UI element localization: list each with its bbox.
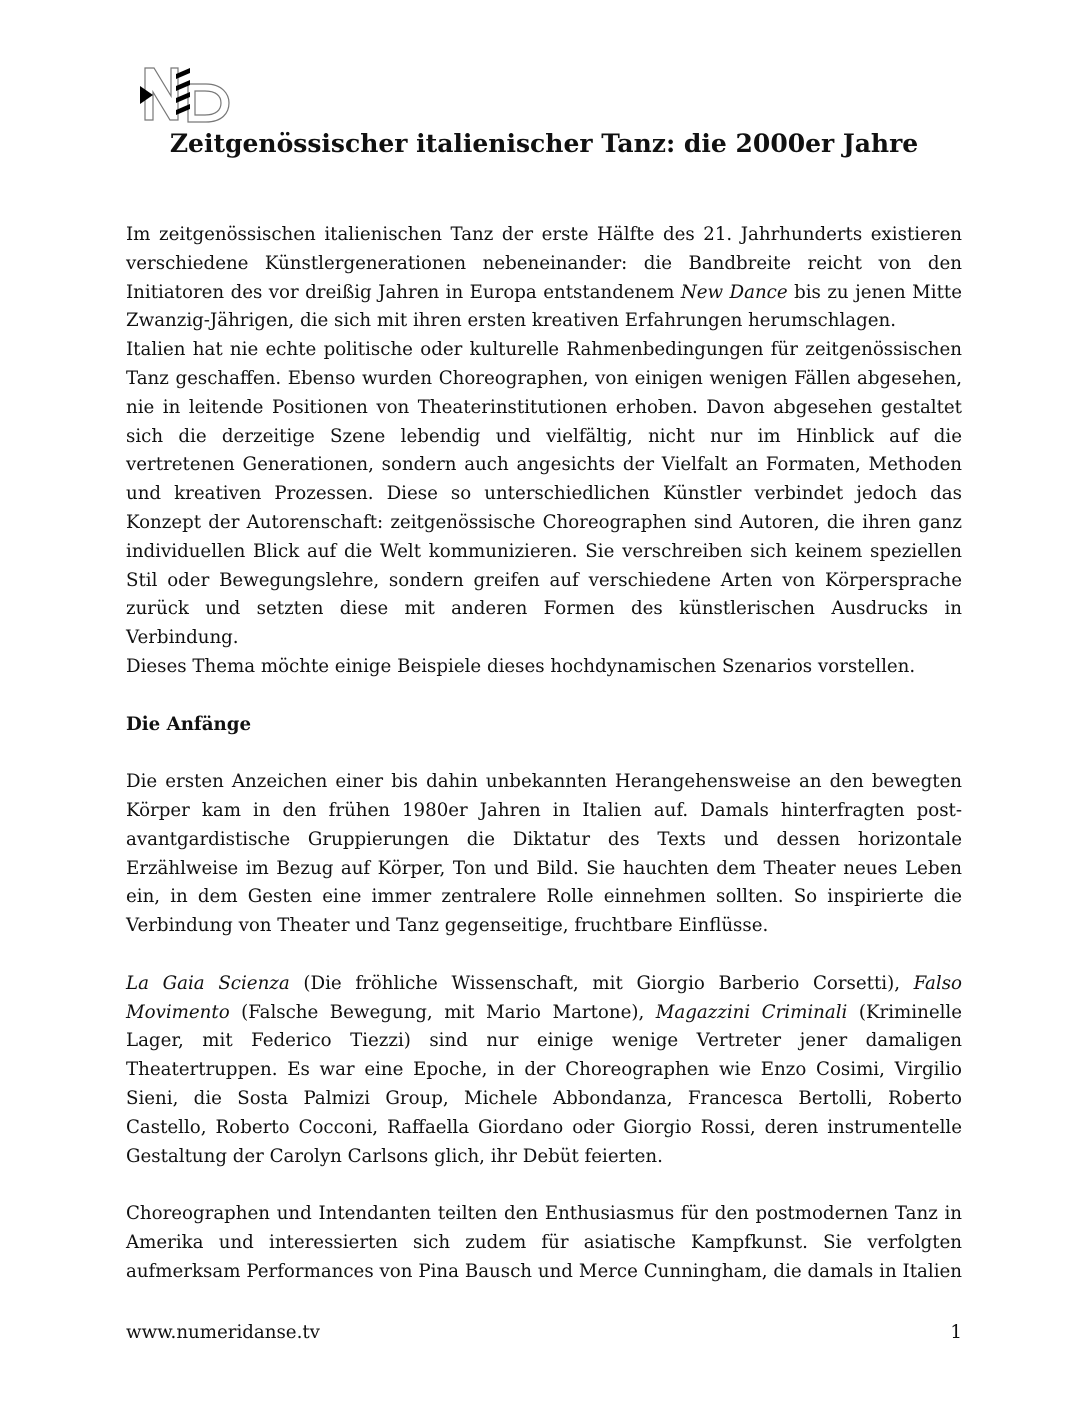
document-body bbox=[126, 221, 962, 1286]
intro-paragraph-2: Italien hat nie echte politische oder kulturelle Rahmenbedingungen für zeitgenössischen Tanz geschaffen. Ebenso wurden Choreographen, von einigen wenigen Fällen abgesehen, nie in leitende Positionen von Theaterinstitutionen erhoben. Davon abgesehen gestaltet sich die derzeitige Szene lebendig und vielfältig, nicht nur im Hinblick auf die vertretenen Generationen, sondern auch angesichts der Vielfalt an Formaten, Methoden und kreativen Prozessen. Diese so unterschiedlichen Künstler verbindet jedoch das Konzept der Autorenschaft: zeitgenössische Choreographen sind Autoren, die ihren ganz individuellen Blick auf die Welt kommunizieren. Sie verschreiben sich keinem speziellen Stil oder Bewegungslehre, sondern greifen auf verschiedene Arten von Körpersprache zurück und setzten diese mit anderen Formen des künstlerischen Ausdrucks in Verbindung. bbox=[126, 339, 962, 649]
numeridanse-logo-icon bbox=[138, 66, 232, 124]
section-paragraph-2: La Gaia Scienza (Die fröhliche Wissenschaft, mit Giorgio Barberio Corsetti), Falso Movimento (Falsche Bewegung, mit Mario Martone), Magazzini Criminali (Kriminelle Lager, mit Federico Tiezzi) sind nur einige wenige Vertreter jener damaligen Theatertruppen. Es war eine Epoche, in der Choreographen wie Enzo Cosimi, Virgilio Sieni, die Sosta Palmizi Group, Michele Abbondanza, Francesca Bertolli, Roberto Castello, Roberto Cocconi, Raffaella Giordano oder Giorgio Rossi, deren instrumentelle Gestaltung der Carolyn Carlsons glich, ihr Debüt feierten. bbox=[126, 972, 962, 1167]
document-title: Zeitgenössischer italienischer Tanz: die 2000er Jahre bbox=[169, 129, 919, 158]
page-number: 1 bbox=[950, 1322, 962, 1343]
intro-paragraph-3: Dieses Thema möchte einige Beispiele dieses hochdynamischen Szenarios vorstellen. bbox=[126, 655, 916, 677]
section-paragraph-1: Die ersten Anzeichen einer bis dahin unbekannten Herangehensweise an den bewegten Körper kam in den frühen 1980er Jahren in Italien auf. Damals hinterfragten post-avantgardistische Gruppierungen die Diktatur des Texts und dessen horizontale Erzählweise im Bezug auf Körper, Ton und Bild. Sie hauchten dem Theater neues Leben ein, in dem Gesten eine immer zentralere Rolle einnehmen sollten. So inspirierte die Verbindung von Theater und Tanz gegenseitige, fruchtbare Einflüsse. bbox=[126, 771, 962, 937]
magazzini-criminali-term: Magazzini Criminali bbox=[655, 1001, 848, 1023]
new-dance-term: New Dance bbox=[680, 281, 788, 303]
section-paragraph-3: Choreographen und Intendanten teilten den Enthusiasmus für den postmodernen Tanz in Amerika und interessierten sich zudem für asiatische Kampfkunst. Sie verfolgten aufmerksam Performances von Pina Bausch und Merce Cunningham, die damals in Italien bbox=[126, 1203, 962, 1282]
falso-movimento-term: Falso Movimento bbox=[126, 972, 962, 1023]
footer-url: www.numeridanse.tv bbox=[126, 1322, 320, 1343]
la-gaia-scienza-term: La Gaia Scienza bbox=[126, 972, 290, 994]
intro-paragraph-1: Im zeitgenössischen italienischen Tanz der erste Hälfte des 21. Jahrhunderts existieren verschiedene Künstlergenerationen nebeneinander: die Bandbreite reicht von den Initiatoren des vor dreißig Jahren in Europa entstandenem New Dance bis zu jenen Mitte Zwanzig-Jährigen, die sich mit ihren ersten kreativen Erfahrungen herumschlagen. bbox=[126, 224, 962, 332]
section-heading: Die Anfänge bbox=[126, 713, 252, 735]
